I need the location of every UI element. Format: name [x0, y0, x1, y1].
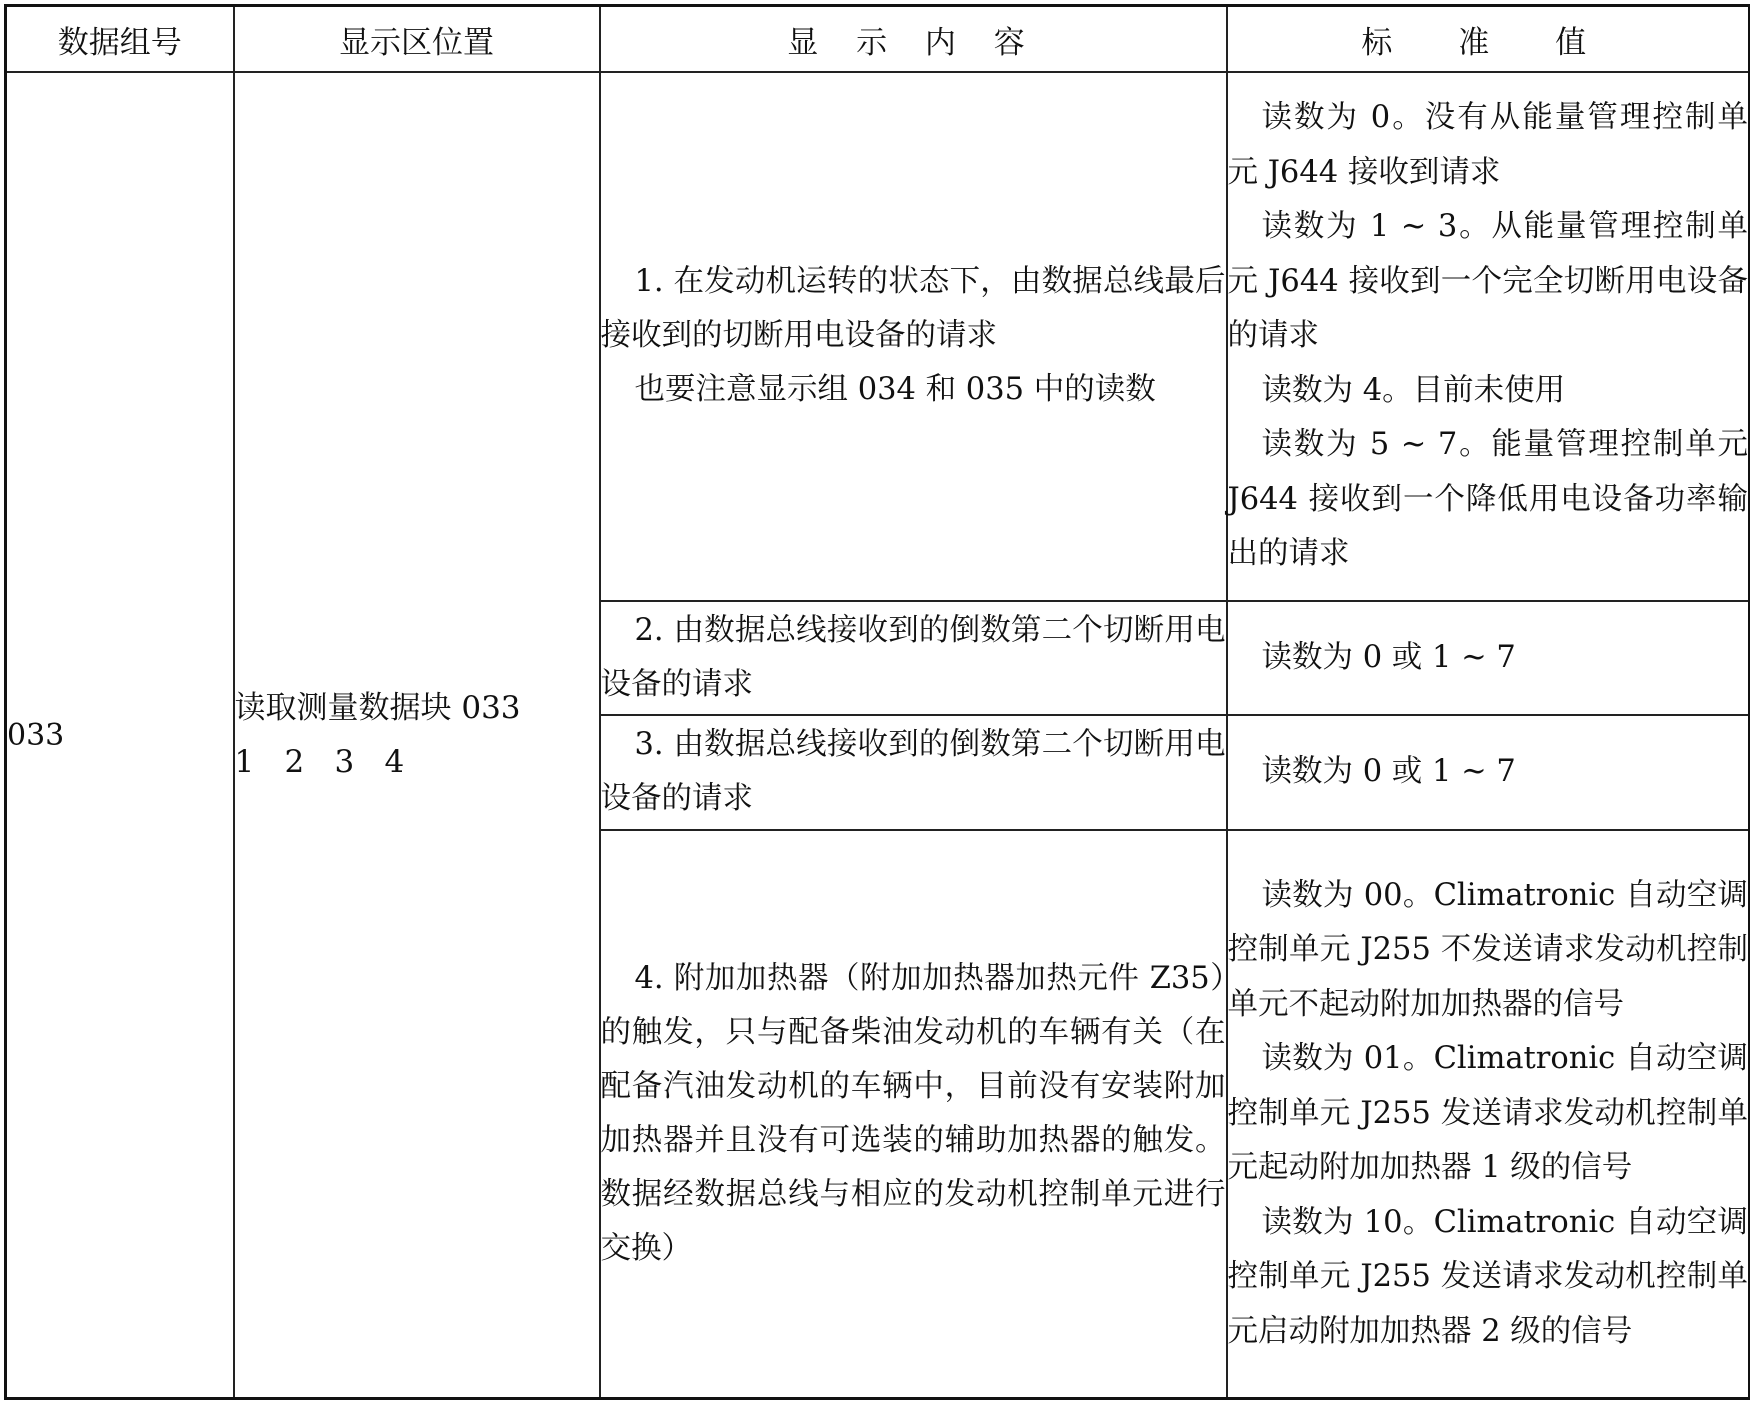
value-text: 读数为 0 或 1 ~ 7	[1261, 639, 1516, 675]
content-text: 2. 由数据总线接收到的倒数第二个切断用电设备的请求	[600, 612, 1226, 702]
header-standard-value: 标 准 值	[1227, 6, 1750, 73]
value-text: 读数为 4。目前未使用	[1261, 372, 1566, 408]
value-text: 读数为 5 ~ 7。能量管理控制单元 J644 接收到一个降低用电设备功率输出的请求	[1227, 427, 1748, 572]
content-text: 3. 由数据总线接收到的倒数第二个切断用电设备的请求	[600, 727, 1226, 817]
measurement-data-table	[4, 4, 1750, 1400]
table-row	[6, 72, 1750, 601]
value-cell-3	[1227, 715, 1750, 830]
value-text: 读数为 10。Climatronic 自动空调控制单元 J255 发送请求发动机控制单元启动附加加热器 2 级的信号	[1227, 1204, 1748, 1349]
content-cell-2	[600, 601, 1227, 716]
content-text: 也要注意显示组 034 和 035 中的读数	[634, 372, 1156, 408]
header-display-content: 显 示 内 容	[600, 6, 1227, 73]
position-field-4: 4	[384, 744, 405, 780]
position-field-3: 3	[334, 744, 355, 780]
group-number-cell: 033	[6, 72, 234, 1399]
value-cell-2	[1227, 601, 1750, 716]
position-text: 读取测量数据块 033	[234, 690, 521, 726]
header-group-number: 数据组号	[6, 6, 234, 73]
value-text: 读数为 00。Climatronic 自动空调控制单元 J255 不发送请求发动机控制单元不起动附加加热器的信号	[1227, 877, 1748, 1022]
position-field-1: 1	[234, 744, 255, 780]
value-text: 读数为 1 ~ 3。从能量管理控制单元 J644 接收到一个完全切断用电设备的请求	[1227, 209, 1748, 354]
position-fields	[235, 735, 599, 789]
value-text: 读数为 01。Climatronic 自动空调控制单元 J255 发送请求发动机控制单元起动附加加热器 1 级的信号	[1227, 1041, 1748, 1186]
content-cell-4	[600, 830, 1227, 1399]
value-text: 读数为 0 或 1 ~ 7	[1261, 754, 1516, 790]
value-text: 读数为 0。没有从能量管理控制单元 J644 接收到请求	[1227, 100, 1748, 190]
position-cell	[234, 72, 600, 1399]
content-cell-1	[600, 72, 1227, 601]
value-cell-4	[1227, 830, 1750, 1399]
position-field-2: 2	[284, 744, 305, 780]
content-text: 4. 附加加热器（附加加热器加热元件 Z35）的触发，只与配备柴油发动机的车辆有关（在配备汽油发动机的车辆中，目前没有安装附加加热器并且没有可选装的辅助加热器的触发。数据经数据总线与相应的发动机控制单元进行交换）	[600, 960, 1226, 1266]
content-text: 1. 在发动机运转的状态下，由数据总线最后接收到的切断用电设备的请求	[600, 264, 1226, 354]
header-display-position: 显示区位置	[234, 6, 600, 73]
content-cell-3	[600, 715, 1227, 830]
header-row	[6, 6, 1750, 73]
value-cell-1	[1227, 72, 1750, 601]
